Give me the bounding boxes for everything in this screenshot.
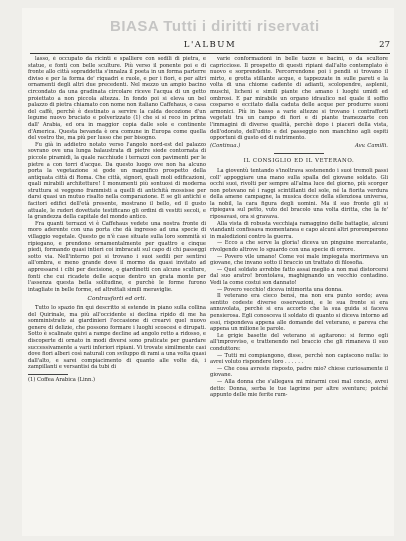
paragraph: lasso, è occupato da ricinti e spalliere con sedili di pietra, e statue, e fonti con belle sculture. Più verso il ponente poi e di fronte allo città sopraddetta s'innalza il poeta in un forma parterre diviso e per la forma de' riquadri e ruole, e per i fiori, e per altri ornamenti degli altri due precedenti. Nel mezzo un ampio bacino circondato da una gradinata circolare riceve l'acqua di un getto proiettato a non piccola altezza. In fondo poi si eleva un bel palazzo di pietra chiamato con nome non italiano Caffehaus, o casa del caffè, perchè è destinato a servire la calda decozione d'un legume nuovo bruciato e polverizzato (1) che si si reco in prima dall' Arabia, ed ora in maggior copia dalle sole e continente d'America. Questa bevanda è ora comune in Europa come quella del vostro the, ma più per lusso che per bisogno. [28, 56, 206, 142]
author-name: Avv. Camilli. [354, 142, 388, 149]
running-header [30, 40, 390, 52]
paragraph: — Che cosa avreste risposto, padre mio? chiese curiosamente il giovane. [210, 365, 388, 379]
section-title: IL CONSIGLIO ED IL VETERANO. [243, 158, 355, 165]
paragraph: — Alla donna che s'allegava mi mirarmi cosi mal concio, avrei detto: Donna, serba le tue lagrime per altre sventure; poiché appunto delle mie ferite rum- [210, 378, 388, 399]
paragraph: varie conformazioni in belle tazze e bacini, o da scultore capricciose. Il prospetto di questi ripiani dall'alto contemplato è nuovo e sorprendente. Percorrendone poi i pendii si trovano il mirto, e grotta stillante acque, e tappezzate in sulle pareti e la volta di una chiome cadente di adianti, scolopendre, asplenii, muschi, licheni e simili piante che amano i luoghi umidi ed ombrosi. E par mirabile un organo idraulico nel quale il soffio cosparso e eccitato dalla caduta delle acque per produrre suoni armonici. Più in basso a varie altezze si trovano i contrafforti vegetati tra un campo di fiori e di piante tramezzarte con l'immagini di diverse qualità, perchè dopo i piaceri della vista, dell'odorato, dell'udito e del passeggio non manchino agli ospiti opportuni di gusto ed di nutrimento. [210, 56, 388, 142]
paragraph: — Povero vile umano! Come voi male impiegata morirmeva un giovane, che invano sotto il braccio un trattato di filosofia. [210, 253, 388, 267]
copyright-watermark: BIASA Tutti i diritti riservati [110, 18, 320, 35]
paragraph: Le grigie basette del veterano si agitarono: si fermo egli all'improvviso, e trattenendo nel braccio che gli rimaneva il suo conduttore: [210, 332, 388, 352]
footnote-rule [28, 374, 68, 375]
section-title: Contrasforti ed orti. [87, 296, 147, 303]
paragraph: — Ecco a che serve la gloria! diceva un pinguine mercatante, rivolgendo altrove lo sguardo con una specie di orrore. [210, 240, 388, 254]
paragraph: — Quel soldato avrebbe fatto assai meglio a non mai distorcersi dal suo aratro! brontolava, maghignando un vecchio contadino. Vedi la come costui son dannato! [210, 266, 388, 286]
right-column [210, 56, 388, 530]
publication-title: L'ALBUM [183, 40, 237, 50]
paragraph: — Povero vecchio! diceva intimorita una donna. [217, 286, 343, 293]
paragraph: Fu già in addietro notato verso l'angolo nord-est del palazzo sovrano ove una lunga balaustrata di pietre siede contornata di piccole piramidi, la quale racchiude i terrazzi con pavimenti per le pietre a con torri d'acque. Da questo luogo ove non ha alcuno porta la vegetazione si gode un magnifico prospetto della antiquata città di Roma. Che città, signori, quali moli edificazioni, quali mirabili architetture! I monumenti più sontuosi di moderna struttura si veggono frammisti a quelli di antichità mossisse per darsi quasi un mutuo risalto nella comparazione. E se gli antichi e facitori edifici dell'età presente, mostrano il bello, ed il gusto attuale, le ruderi dovettate testificano gli ordini di vestiti secoli, e la grandezza della capitale del mondo antico. [28, 141, 206, 221]
paragraph: — Tutti mi compiangono, disse, perchè non capiscono nulla: io avrei voluto rispondere loro . . . . . . [210, 352, 388, 366]
left-column [28, 56, 206, 530]
page-number: 27 [379, 40, 390, 50]
newspaper-page [22, 8, 394, 536]
paragraph: La gioventù tentando s'inoltrava sostenendo i suoi tremoli passi coll' appoggiare una mano sulla spalla del giovane soldato. Gli occhi suoi, rivolti per sempre all'alma luce del giorno, più scorger non potevano né i raggi scintillanti del sole, né la fiorita verdura della amene campagne, la musica docce della silenziosa universa, la nobil, la cara figura degli uomini. Ma il suo fronte gli si ripiegava sul petto, vuto del bracolo una volta diritta, che la fe' riposavasi, ora si gravava. [210, 167, 388, 221]
paragraph: Il veterano era cieco bensì, ma non era punto sordo; avea sentito codeste diverse osservazioni, e le sua fronte si era annuvolata, perchè si era accorto che la sua guida si faceva pensierosa. Egli conosceva il soldato di quanto si diceva intorno ad essi, rispondeva appena alle domande del veterano, e pareva che appena un milione le parole. [210, 293, 388, 333]
paragraph: Tutto lo spazio fin qui descritto si estende in piano sulla collina del Quirinale, ma più all'occidente si declina ripido di me ha somministrato ai giardinieri l'occasione di crearvi quel nuovo genere di delizie, che possono formare i luoghi scoscesi e dirupati. Sotto è scalinate quivi a rampe decline ad angolo retto a ridosso, e discoperte di ornato in modi diversi sono praticate per guardare successivamente a varii inferiori ripiani. Vi trovate similmente casi dove fiori alberi così naturali con sviluppo di rami a una volta quasi dall'alto, e sarei compiacimento di quanto alle volte dà, i zampillanti e versantisi da tubi di [28, 304, 206, 371]
paragraph: Fra quanti terrazzi vi è Caffehaus vedete una nostra fronte di moro aderente con una porta che dà ingresso ad una specie di villaggio vegetale. Questo ge n'è case situate sulla loro sommità si ripiegano, e prendono ornamentalmente per quattro e cinque piedi, formando quasi intieri coi imbracati sul capo di chi passeggi sotto via. Nell'interno poi si trovano i suoi sedili per sentirsi all'ombra, e meno grande dove il mormo da quasi invitato ad appressarsi i cibi per decisione, o giardinetti con alcune sculture, fonti che cui ricadete delle acque dentro un grata monte per l'assenza questa bella solitudine, e purchè le forme furono intagliate in belle forme, ed altrettali simili meraviglie. [28, 220, 206, 293]
paragraph: Alla vista di robusta vecchiaja ramaggino delle battaglie, alcuni viandanti confissava momentanea e capo alcuni altri proromperono in maledizioni contro la guerra. [210, 220, 388, 240]
article-signature [210, 143, 388, 150]
section-separator [274, 153, 324, 154]
continued-note: (Continua.) [210, 142, 241, 149]
header-rule [30, 53, 390, 54]
footnote: (1) Coffea Arabica (Linn.) [28, 376, 96, 383]
